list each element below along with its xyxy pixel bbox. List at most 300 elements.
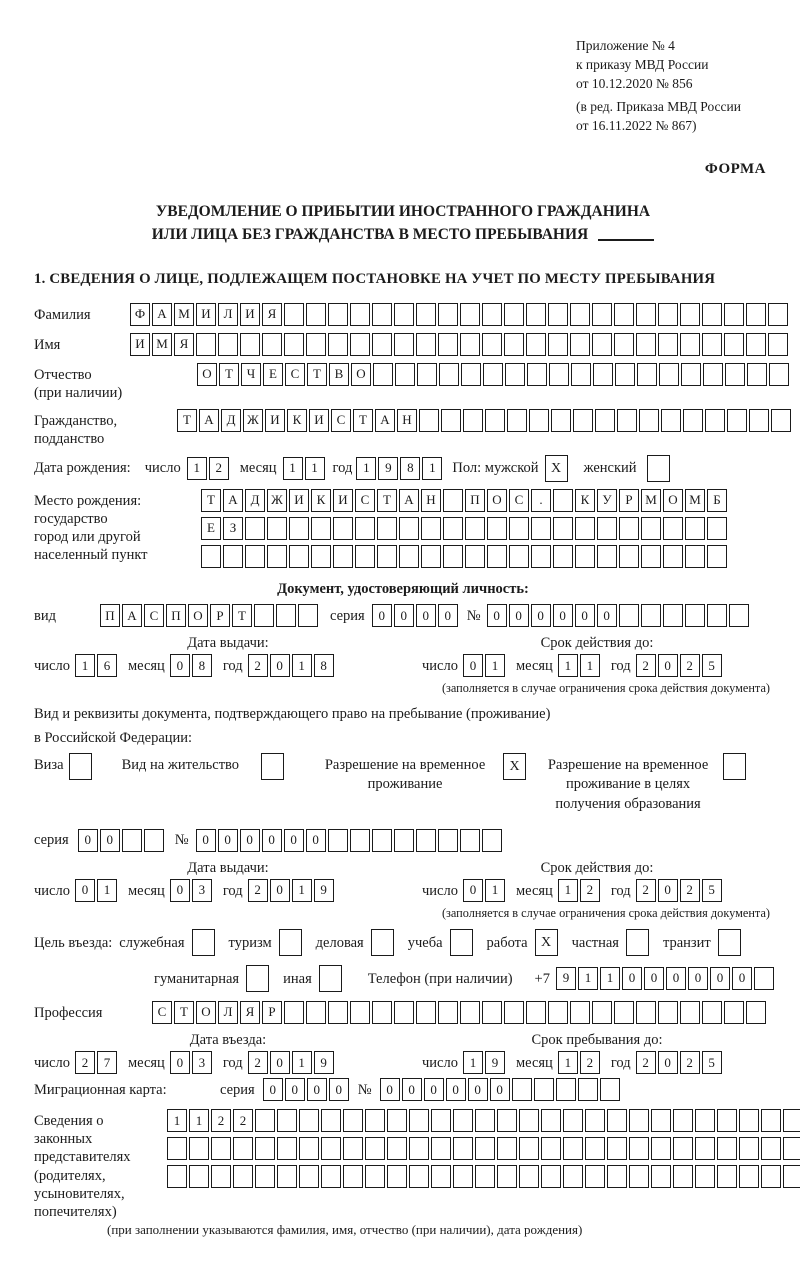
char-cell[interactable] [597,545,617,568]
char-cell[interactable] [504,1001,524,1024]
char-cell[interactable]: П [166,604,186,627]
char-cell[interactable] [663,545,683,568]
char-cell[interactable] [487,517,507,540]
char-cell[interactable] [571,363,591,386]
char-cell[interactable] [619,604,639,627]
char-cell[interactable]: 0 [218,829,238,852]
char-cell[interactable] [575,545,595,568]
char-cell[interactable] [328,333,348,356]
char-cell[interactable]: 0 [438,604,458,627]
doc-issue-year[interactable] [248,654,336,677]
doc-kind-cells[interactable] [100,604,320,627]
temp-permit-checkbox[interactable] [503,753,528,780]
char-cell[interactable]: А [199,409,219,432]
char-cell[interactable] [509,545,529,568]
char-cell[interactable] [553,517,573,540]
char-cell[interactable] [717,1137,737,1160]
char-cell[interactable] [702,1001,722,1024]
char-cell[interactable]: М [152,333,172,356]
permit-issue-month[interactable] [170,879,214,902]
char-cell[interactable]: Р [619,489,639,512]
char-cell[interactable]: Л [218,303,238,326]
char-cell[interactable] [373,363,393,386]
char-cell[interactable]: 2 [248,1051,268,1074]
char-cell[interactable] [614,1001,634,1024]
char-cell[interactable] [600,1078,620,1101]
char-cell[interactable] [504,303,524,326]
char-cell[interactable]: 6 [97,654,117,677]
char-cell[interactable] [372,333,392,356]
char-cell[interactable]: 1 [97,879,117,902]
char-cell[interactable] [541,1137,561,1160]
char-cell[interactable] [328,1001,348,1024]
char-cell[interactable]: Р [262,1001,282,1024]
char-cell[interactable] [343,1109,363,1132]
char-cell[interactable] [350,1001,370,1024]
char-cell[interactable] [333,545,353,568]
char-cell[interactable] [277,1165,297,1188]
char-cell[interactable]: 0 [658,1051,678,1074]
char-cell[interactable] [529,409,549,432]
char-cell[interactable] [658,303,678,326]
char-cell[interactable]: 1 [356,457,376,480]
char-cell[interactable] [771,409,791,432]
char-cell[interactable] [409,1109,429,1132]
char-cell[interactable] [394,1001,414,1024]
char-cell[interactable]: 7 [97,1051,117,1074]
char-cell[interactable] [189,1137,209,1160]
char-cell[interactable] [343,1137,363,1160]
char-cell[interactable] [505,363,525,386]
char-cell[interactable]: 0 [284,829,304,852]
char-cell[interactable]: 0 [285,1078,305,1101]
permit-number-cells[interactable] [196,829,504,852]
profession-cells[interactable] [152,1001,768,1024]
char-cell[interactable] [607,1109,627,1132]
char-cell[interactable] [531,517,551,540]
char-cell[interactable]: 0 [424,1078,444,1101]
char-cell[interactable]: 1 [580,654,600,677]
char-cell[interactable]: И [265,409,285,432]
char-cell[interactable] [284,1001,304,1024]
char-cell[interactable] [267,545,287,568]
char-cell[interactable]: 1 [463,1051,483,1074]
purpose-private-checkbox[interactable] [626,929,651,956]
char-cell[interactable]: С [144,604,164,627]
char-cell[interactable] [681,363,701,386]
char-cell[interactable]: 0 [402,1078,422,1101]
char-cell[interactable]: 0 [463,654,483,677]
name-cells[interactable] [130,333,790,356]
birth-day-cells[interactable] [187,457,231,480]
char-cell[interactable]: К [575,489,595,512]
char-cell[interactable] [570,333,590,356]
char-cell[interactable] [475,1109,495,1132]
char-cell[interactable]: 0 [372,604,392,627]
char-cell[interactable] [724,1001,744,1024]
char-cell[interactable] [218,333,238,356]
char-cell[interactable] [659,363,679,386]
permit-valid-month[interactable] [558,879,602,902]
char-cell[interactable] [387,1137,407,1160]
char-cell[interactable] [570,1001,590,1024]
char-cell[interactable] [372,303,392,326]
char-cell[interactable] [321,1137,341,1160]
residence-permit-checkbox[interactable] [261,753,286,780]
char-cell[interactable]: 8 [314,654,334,677]
char-cell[interactable]: О [188,604,208,627]
birth-place-cells-row1[interactable] [201,489,729,512]
char-cell[interactable]: 3 [192,879,212,902]
char-cell[interactable] [189,1165,209,1188]
char-cell[interactable] [570,303,590,326]
char-cell[interactable] [167,1165,187,1188]
char-cell[interactable] [431,1109,451,1132]
char-cell[interactable] [450,929,473,956]
char-cell[interactable]: 1 [292,1051,312,1074]
char-cell[interactable]: 0 [487,604,507,627]
char-cell[interactable] [727,409,747,432]
char-cell[interactable]: П [100,604,120,627]
char-cell[interactable]: 0 [531,604,551,627]
char-cell[interactable] [365,1109,385,1132]
char-cell[interactable] [673,1137,693,1160]
char-cell[interactable] [746,333,766,356]
char-cell[interactable]: 1 [578,967,598,990]
char-cell[interactable] [482,333,502,356]
char-cell[interactable]: Ф [130,303,150,326]
char-cell[interactable] [306,333,326,356]
char-cell[interactable] [438,303,458,326]
char-cell[interactable] [739,1137,759,1160]
char-cell[interactable] [761,1109,781,1132]
char-cell[interactable] [629,1137,649,1160]
char-cell[interactable] [299,1137,319,1160]
char-cell[interactable] [328,829,348,852]
char-cell[interactable] [284,303,304,326]
char-cell[interactable] [718,929,741,956]
char-cell[interactable] [553,545,573,568]
char-cell[interactable] [739,1165,759,1188]
char-cell[interactable] [321,1109,341,1132]
char-cell[interactable]: 5 [702,654,722,677]
char-cell[interactable] [685,517,705,540]
char-cell[interactable]: Я [174,333,194,356]
char-cell[interactable] [729,604,749,627]
char-cell[interactable]: 1 [558,879,578,902]
char-cell[interactable]: 2 [248,879,268,902]
char-cell[interactable]: С [509,489,529,512]
char-cell[interactable] [421,545,441,568]
char-cell[interactable]: 1 [558,654,578,677]
char-cell[interactable] [680,303,700,326]
char-cell[interactable] [196,333,216,356]
doc-valid-day[interactable] [463,654,507,677]
char-cell[interactable] [702,333,722,356]
char-cell[interactable]: Я [262,303,282,326]
char-cell[interactable] [661,409,681,432]
char-cell[interactable]: З [223,517,243,540]
char-cell[interactable] [707,604,727,627]
char-cell[interactable]: 0 [509,604,529,627]
char-cell[interactable] [276,604,296,627]
char-cell[interactable] [761,1165,781,1188]
char-cell[interactable]: Т [307,363,327,386]
char-cell[interactable] [279,929,302,956]
doc-series-cells[interactable] [372,604,460,627]
char-cell[interactable] [394,829,414,852]
char-cell[interactable] [768,333,788,356]
char-cell[interactable] [553,489,573,512]
char-cell[interactable] [460,1001,480,1024]
char-cell[interactable] [615,363,635,386]
char-cell[interactable] [551,409,571,432]
char-cell[interactable] [461,363,481,386]
char-cell[interactable] [636,303,656,326]
char-cell[interactable] [636,333,656,356]
char-cell[interactable] [371,929,394,956]
char-cell[interactable]: 1 [283,457,303,480]
char-cell[interactable]: 0 [75,879,95,902]
char-cell[interactable]: О [196,1001,216,1024]
char-cell[interactable] [167,1137,187,1160]
char-cell[interactable] [399,517,419,540]
char-cell[interactable]: С [285,363,305,386]
char-cell[interactable] [372,1001,392,1024]
char-cell[interactable]: 0 [732,967,752,990]
char-cell[interactable] [497,1109,517,1132]
char-cell[interactable]: 2 [209,457,229,480]
char-cell[interactable] [438,333,458,356]
char-cell[interactable] [592,303,612,326]
char-cell[interactable]: 1 [558,1051,578,1074]
char-cell[interactable] [144,829,164,852]
representatives-cells-row1[interactable] [167,1109,800,1132]
char-cell[interactable]: 0 [446,1078,466,1101]
char-cell[interactable]: 0 [490,1078,510,1101]
char-cell[interactable] [658,1001,678,1024]
char-cell[interactable]: 1 [187,457,207,480]
permit-series-cells[interactable] [78,829,166,852]
char-cell[interactable]: 5 [702,879,722,902]
purpose-humanitarian-checkbox[interactable] [246,965,271,992]
char-cell[interactable] [527,363,547,386]
char-cell[interactable] [680,333,700,356]
migration-series-cells[interactable] [263,1078,351,1101]
char-cell[interactable]: Т [201,489,221,512]
char-cell[interactable] [549,363,569,386]
birth-place-cells-row2[interactable] [201,517,729,540]
char-cell[interactable]: 2 [75,1051,95,1074]
char-cell[interactable] [438,1001,458,1024]
char-cell[interactable] [416,1001,436,1024]
char-cell[interactable]: Е [201,517,221,540]
char-cell[interactable] [725,363,745,386]
char-cell[interactable] [409,1165,429,1188]
char-cell[interactable] [233,1137,253,1160]
char-cell[interactable]: 0 [263,1078,283,1101]
doc-issue-day[interactable] [75,654,119,677]
char-cell[interactable]: 0 [658,654,678,677]
char-cell[interactable]: С [152,1001,172,1024]
char-cell[interactable]: 0 [666,967,686,990]
char-cell[interactable] [482,1001,502,1024]
char-cell[interactable]: 9 [556,967,576,990]
char-cell[interactable]: Т [377,489,397,512]
representatives-cells-row2[interactable] [167,1137,800,1160]
char-cell[interactable]: 1 [485,879,505,902]
stay-day[interactable] [463,1051,507,1074]
char-cell[interactable] [497,1165,517,1188]
char-cell[interactable] [343,1165,363,1188]
char-cell[interactable] [783,1109,800,1132]
char-cell[interactable] [637,363,657,386]
char-cell[interactable]: 0 [597,604,617,627]
char-cell[interactable]: 2 [248,654,268,677]
char-cell[interactable] [769,363,789,386]
char-cell[interactable]: 2 [636,879,656,902]
char-cell[interactable]: М [641,489,661,512]
char-cell[interactable]: П [465,489,485,512]
char-cell[interactable] [211,1165,231,1188]
char-cell[interactable] [783,1137,800,1160]
char-cell[interactable] [365,1165,385,1188]
char-cell[interactable] [768,303,788,326]
doc-valid-year[interactable] [636,654,724,677]
char-cell[interactable] [399,545,419,568]
char-cell[interactable] [421,517,441,540]
char-cell[interactable] [519,1109,539,1132]
char-cell[interactable] [443,545,463,568]
char-cell[interactable] [245,517,265,540]
char-cell[interactable]: 1 [485,654,505,677]
char-cell[interactable] [593,363,613,386]
char-cell[interactable] [475,1137,495,1160]
char-cell[interactable] [255,1165,275,1188]
char-cell[interactable] [460,333,480,356]
char-cell[interactable]: А [375,409,395,432]
char-cell[interactable] [482,829,502,852]
char-cell[interactable] [685,604,705,627]
visa-checkbox[interactable] [69,753,94,780]
char-cell[interactable] [365,1137,385,1160]
char-cell[interactable]: X [503,753,526,780]
char-cell[interactable]: Б [707,489,727,512]
char-cell[interactable]: О [351,363,371,386]
char-cell[interactable] [240,333,260,356]
char-cell[interactable]: Т [177,409,197,432]
char-cell[interactable]: И [240,303,260,326]
char-cell[interactable]: 0 [622,967,642,990]
char-cell[interactable] [724,333,744,356]
char-cell[interactable] [703,363,723,386]
entry-year[interactable] [248,1051,336,1074]
char-cell[interactable]: 2 [680,654,700,677]
migration-number-cells[interactable] [380,1078,622,1101]
char-cell[interactable]: . [531,489,551,512]
char-cell[interactable] [509,517,529,540]
char-cell[interactable] [695,1165,715,1188]
char-cell[interactable] [680,1001,700,1024]
char-cell[interactable] [482,303,502,326]
char-cell[interactable] [306,303,326,326]
char-cell[interactable] [783,1165,800,1188]
char-cell[interactable] [419,409,439,432]
char-cell[interactable]: Е [263,363,283,386]
char-cell[interactable] [651,1165,671,1188]
char-cell[interactable] [592,1001,612,1024]
char-cell[interactable] [409,1137,429,1160]
char-cell[interactable] [717,1165,737,1188]
char-cell[interactable] [504,333,524,356]
char-cell[interactable] [629,1165,649,1188]
char-cell[interactable]: 0 [329,1078,349,1101]
char-cell[interactable] [663,517,683,540]
char-cell[interactable] [626,929,649,956]
char-cell[interactable]: 0 [380,1078,400,1101]
patronymic-cells[interactable] [197,363,791,386]
purpose-study-checkbox[interactable] [450,929,475,956]
char-cell[interactable]: 0 [170,879,190,902]
char-cell[interactable]: 0 [688,967,708,990]
doc-number-cells[interactable] [487,604,751,627]
sex-female-checkbox[interactable] [647,455,672,482]
char-cell[interactable]: 9 [485,1051,505,1074]
char-cell[interactable] [416,303,436,326]
purpose-work-checkbox[interactable] [535,929,560,956]
char-cell[interactable] [597,517,617,540]
char-cell[interactable]: 2 [233,1109,253,1132]
char-cell[interactable] [483,363,503,386]
char-cell[interactable] [460,303,480,326]
char-cell[interactable]: 2 [680,879,700,902]
char-cell[interactable] [707,545,727,568]
char-cell[interactable]: 0 [270,879,290,902]
stay-month[interactable] [558,1051,602,1074]
char-cell[interactable] [394,333,414,356]
char-cell[interactable] [585,1109,605,1132]
char-cell[interactable]: О [663,489,683,512]
char-cell[interactable] [355,545,375,568]
char-cell[interactable] [707,517,727,540]
char-cell[interactable]: 0 [468,1078,488,1101]
char-cell[interactable] [724,303,744,326]
char-cell[interactable] [617,409,637,432]
permit-valid-year[interactable] [636,879,724,902]
char-cell[interactable]: 1 [292,879,312,902]
char-cell[interactable]: 0 [710,967,730,990]
permit-valid-day[interactable] [463,879,507,902]
char-cell[interactable] [526,1001,546,1024]
char-cell[interactable] [578,1078,598,1101]
char-cell[interactable]: 0 [394,604,414,627]
temp-permit-edu-checkbox[interactable] [723,753,748,780]
char-cell[interactable] [563,1137,583,1160]
entry-month[interactable] [170,1051,214,1074]
char-cell[interactable]: Д [245,489,265,512]
char-cell[interactable] [702,303,722,326]
char-cell[interactable]: 0 [644,967,664,990]
char-cell[interactable]: 1 [422,457,442,480]
char-cell[interactable] [607,1165,627,1188]
char-cell[interactable] [534,1078,554,1101]
char-cell[interactable] [526,333,546,356]
char-cell[interactable] [299,1165,319,1188]
char-cell[interactable]: Ж [267,489,287,512]
char-cell[interactable] [395,363,415,386]
char-cell[interactable]: Р [210,604,230,627]
char-cell[interactable]: 0 [78,829,98,852]
